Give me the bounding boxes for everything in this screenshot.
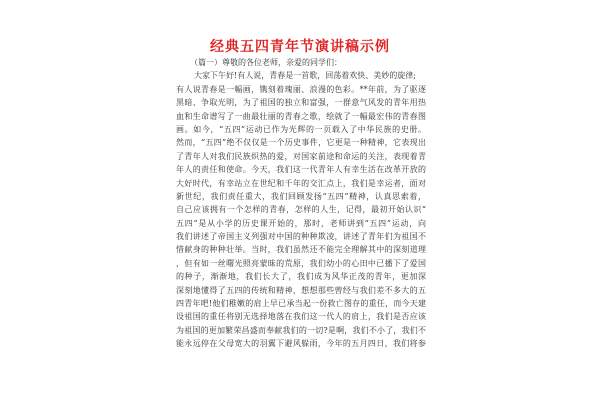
body-line: 为祖国的更加繁荣昌盛而奉献我们的一切?是啊，我们不小了，我们不	[176, 325, 426, 335]
body-line: 大家下午好!有人说，青春是一首歌，回荡着欢快、美妙的旋律;	[194, 71, 416, 81]
body-line: 深刻地懂得了五四的传统和精神，想想那些曾经与我们差不多大的五	[176, 285, 426, 295]
body-line: 设祖国的重任将别无选择地落在我们这一代人的肩上，我们是否应该	[176, 312, 426, 322]
body-line: 有人说青春是一幅画，镌刻着瑰丽、浪漫的色彩。**年前，为了驱逐	[176, 84, 426, 94]
body-line: 血和生命谱写了一曲最壮丽的青春之歌，绘就了一幅最宏伟的青春图	[176, 111, 426, 121]
body-line: 新世纪，我们责任重大，我们回顾发扬“五四”精神，认真思索着，	[176, 191, 426, 201]
body-line: 年人的责任和使命。今天，我们这一代青年人有幸生活在改革开放的	[176, 165, 426, 175]
body-line: 四青年吧!他们稚嫩的肩上早已承当起一份救亡图存的重任，而今天建	[176, 299, 426, 309]
body-line: 大好时代，有幸站立在世纪和千年的交汇点上，我们是幸运者，面对	[176, 178, 426, 188]
body-line: 的种子，渐渐地，我们长大了，我们成为风华正茂的青年，更加深	[176, 272, 426, 282]
body-line: 五四”是从小学的历史课开始的，那时，老师讲到“五四”运动，向	[176, 218, 426, 228]
body-line: ，但有如一丝曙光照亮蒙昧的荒原，我们幼小的心田中已播下了爱国	[176, 258, 426, 268]
document-title: 经典五四青年节演讲稿示例	[210, 39, 390, 55]
body-line: 了青年人对我们民族炽热的爱，对国家前途和命运的关注，表现着青	[176, 151, 426, 161]
body-line: 自己应该拥有一个怎样的青春，怎样的人生，记得，最初开始认识“	[176, 205, 426, 215]
body-line: 然而，“五四”绝不仅仅是一个历史事件，它更是一种精神，它表现出	[176, 138, 426, 148]
body-line: 黑暗、争取光明，为了祖国的独立和富强，一群意气风发的青年用热	[176, 98, 426, 108]
document-body	[176, 56, 426, 351]
opening-line: （篇一）尊敬的各位老师，亲爱的同学们：	[190, 58, 342, 67]
body-line: 能永远停在父母宽大的羽翼下避风躲雨，今年的五月四日，我们将参	[176, 339, 426, 349]
body-line: 惜献身的种种壮举。当时，我们虽然还不能完全理解其中的深刻道理	[176, 245, 426, 255]
body-line: 画。如今，“五四”运动已作为光辉的一页载入了中华民族的史册。	[176, 124, 426, 134]
body-line: 我们讲述了帝国主义列强对中国的种种欺凌，讲述了青年们为祖国不	[176, 232, 426, 242]
